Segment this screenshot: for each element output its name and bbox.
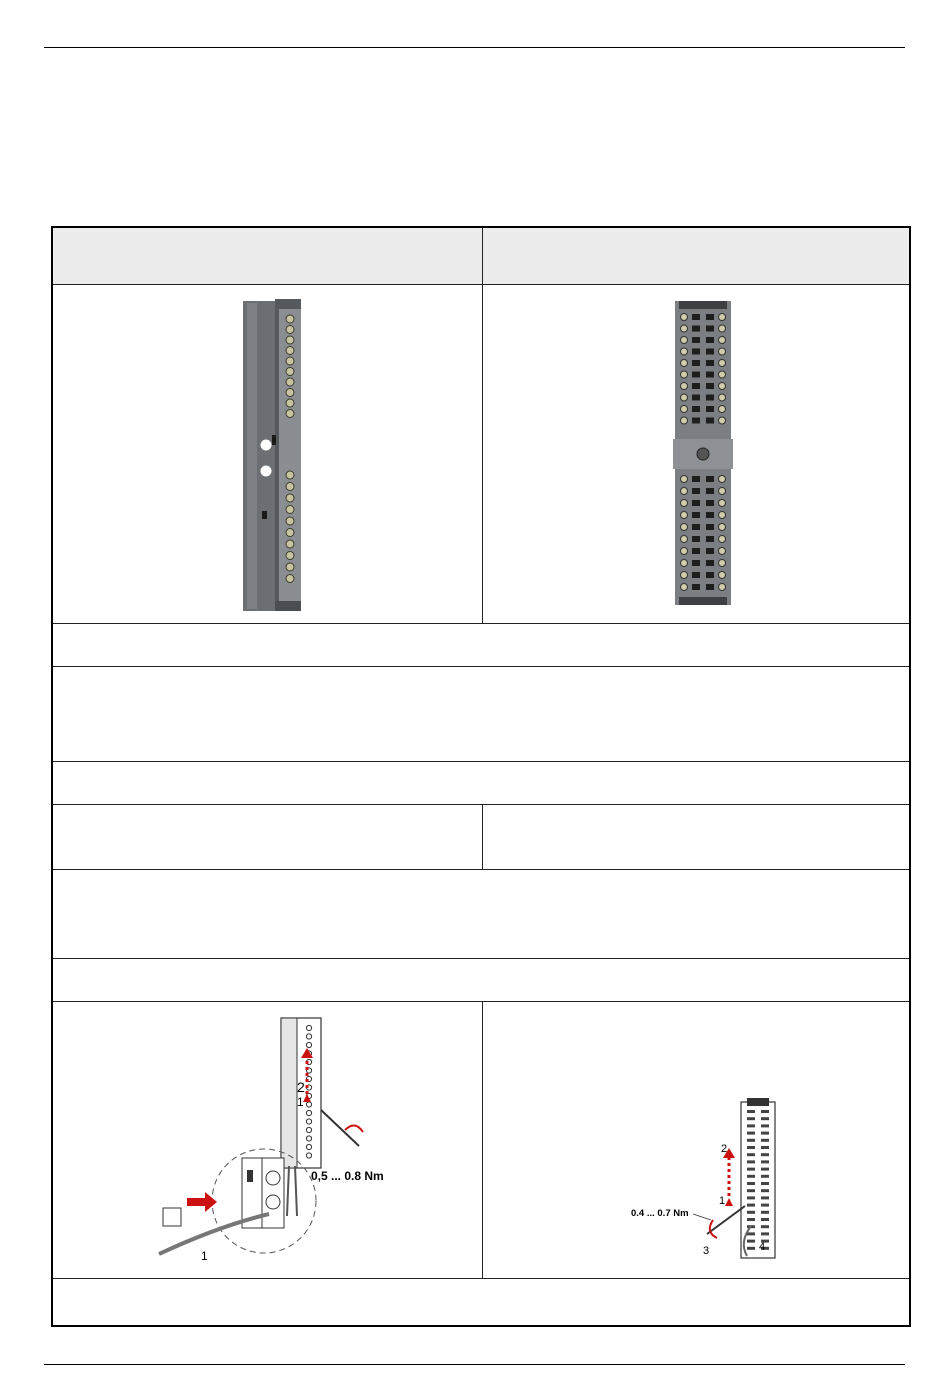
step-1-label: 1 — [718, 1195, 725, 1207]
footer-row — [52, 1279, 910, 1327]
procedure-row — [52, 870, 910, 959]
connector-20-pin-photo-cell — [52, 285, 482, 624]
torque-label: 0,5 ... 0.8 Nm — [311, 1169, 384, 1183]
wiring-header-row — [52, 762, 910, 805]
mounting-header-row — [52, 959, 910, 1002]
footer-rule — [44, 1364, 905, 1365]
torque-label: 0.4 ... 0.7 Nm — [630, 1208, 689, 1219]
step-1-label: 1 — [297, 1095, 304, 1109]
front-connector-40-pin-image — [489, 289, 917, 619]
header-rule — [44, 47, 905, 48]
wiring-left-cell — [52, 805, 482, 870]
mounting-figure-right-cell — [482, 1002, 910, 1279]
front-connector-table — [51, 226, 911, 1327]
description-row — [52, 667, 910, 762]
cable-tie-label: 1 — [201, 1249, 208, 1263]
cable-label: 4 — [758, 1241, 765, 1253]
connector-note-row — [52, 624, 910, 667]
wiring-right-cell — [482, 805, 910, 870]
column-header-20-pin — [52, 227, 482, 285]
front-connector-20-pin-image — [59, 289, 489, 619]
connector-40-pin-photo-cell — [482, 285, 910, 624]
screwdriver-label: 3 — [702, 1245, 709, 1257]
mounting-figure-left-cell — [52, 1002, 482, 1279]
step-2-label: 2 — [720, 1143, 727, 1155]
mounting-20-pin-illustration — [59, 1006, 489, 1274]
step-2-label: 2 — [297, 1079, 305, 1095]
mounting-40-pin-illustration — [489, 1006, 917, 1274]
column-header-40-pin — [482, 227, 910, 285]
